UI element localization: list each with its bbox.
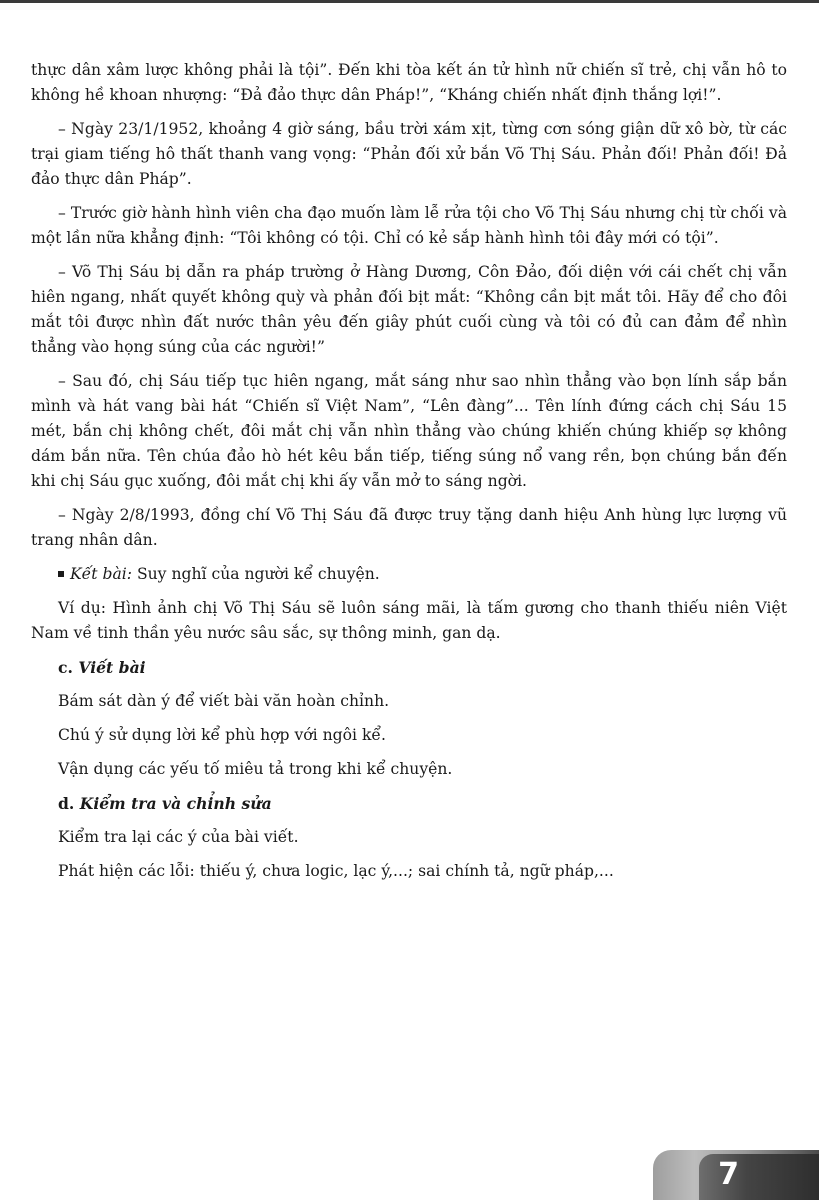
page-number: 7 [718,1157,739,1192]
paragraph-1: thực dân xâm lược không phải là tội”. Đến khi tòa kết án tử hình nữ chiến sĩ trẻ, chị vẫn hô to không hề khoan nhượng: “Đả đảo thực dân Pháp!”, “Kháng chiến nhất định thắng lợi!”. [31,61,787,104]
paragraph-5: – Sau đó, chị Sáu tiếp tục hiên ngang, mắt sáng như sao nhìn thẳng vào bọn lính sắp bắn mình và hát vang bài hát “Chiến sĩ Việt Nam”, “Lên đàng”... Tên lính đứng cách chị Sáu 15 mét, bắn chị không chết, đôi mắt chị vẫn nhìn thẳng vào chúng khiến chúng khiếp sợ không dám bắn nữa. Tên chúa đảo hò hét kêu bắn tiếp, tiếng súng nổ vang rền, bọn chúng bắn đến khi chị Sáu gục xuống, đôi mắt chị khi ấy vẫn mở to sáng ngời. [31,372,787,490]
square-bullet-icon [58,571,64,577]
paragraph-3: – Trước giờ hành hình viên cha đạo muốn làm lễ rửa tội cho Võ Thị Sáu nhưng chị từ chối và một lần nữa khẳng định: “Tôi không có tội. Chỉ có kẻ sắp hành hình tôi đây mới có tội”. [31,204,787,247]
section-d-line-1: Kiểm tra lại các ý của bài viết. [58,828,299,846]
top-rule [0,0,819,3]
section-c-letter: c. [58,658,73,677]
page-number-tab-inner [699,1154,819,1200]
page-body [31,58,787,893]
section-d-letter: d. [58,794,75,813]
section-c-heading [31,655,787,680]
vi-du-paragraph: Ví dụ: Hình ảnh chị Võ Thị Sáu sẽ luôn sáng mãi, là tấm gương cho thanh thiếu niên Việt Nam về tinh thần yêu nước sâu sắc, sự thông minh, gan dạ. [31,599,787,642]
paragraph-6: – Ngày 2/8/1993, đồng chí Võ Thị Sáu đã được truy tặng danh hiệu Anh hùng lực lượng vũ trang nhân dân. [31,506,787,549]
paragraph-2: – Ngày 23/1/1952, khoảng 4 giờ sáng, bầu trời xám xịt, từng cơn sóng giận dữ xô bờ, từ các trại giam tiếng hô thất thanh vang vọng: “Phản đối xử bắn Võ Thị Sáu. Phản đối! Phản đối! Đả đảo thực dân Pháp”. [31,120,787,188]
ket-bai-item [31,562,787,587]
section-c-line-1: Bám sát dàn ý để viết bài văn hoàn chỉnh. [58,692,390,710]
section-d-heading [31,791,787,816]
ket-bai-label: Kết bài: [70,565,132,583]
section-c-title: Viết bài [78,658,146,677]
paragraph-4: – Võ Thị Sáu bị dẫn ra pháp trường ở Hàng Dương, Côn Đảo, đối diện với cái chết chị vẫn hiên ngang, nhất quyết không quỳ và phản đối bịt mắt: “Không cần bịt mắt tôi. Hãy để cho đôi mắt tôi được nhìn đất nước thân yêu đến giây phút cuối cùng và tôi có đủ can đảm để nhìn thẳng vào họng súng của các người!” [31,263,787,356]
section-d-line-2: Phát hiện các lỗi: thiếu ý, chưa logic, lạc ý,...; sai chính tả, ngữ pháp,... [58,862,614,880]
section-c-line-2: Chú ý sử dụng lời kể phù hợp với ngôi kể. [58,726,386,744]
section-c-line-3: Vận dụng các yếu tố miêu tả trong khi kể chuyện. [58,760,453,778]
ket-bai-text: Suy nghĩ của người kể chuyện. [132,565,380,583]
section-d-title: Kiểm tra và chỉnh sửa [79,794,272,813]
